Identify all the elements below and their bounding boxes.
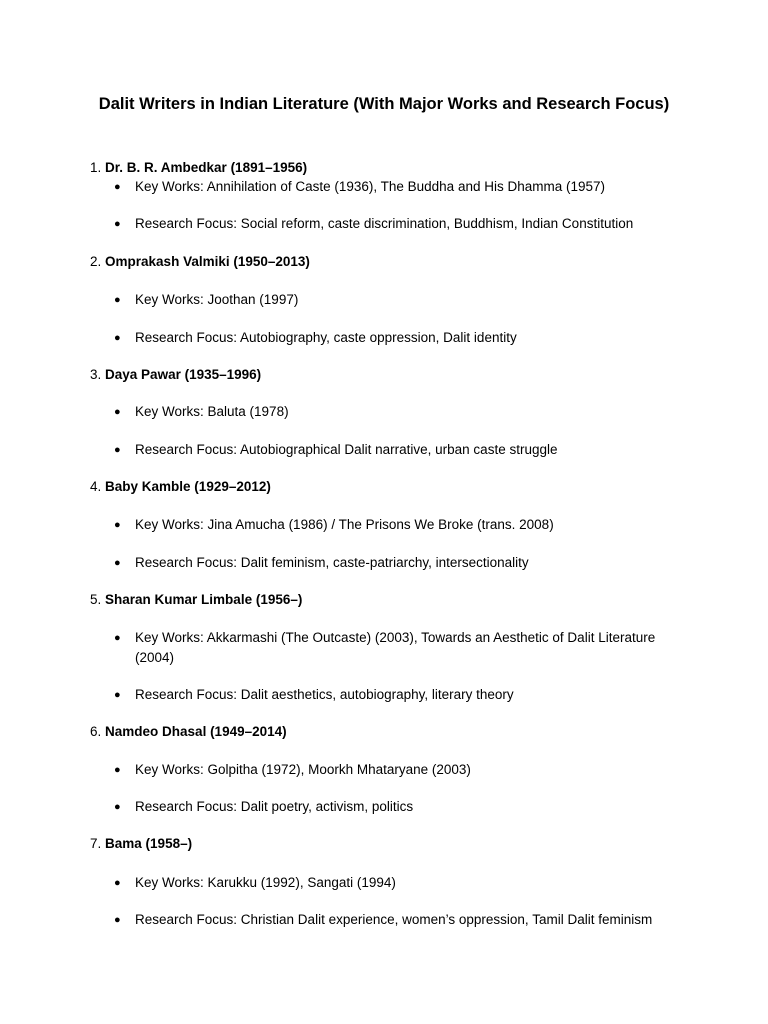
bullet-icon: ●	[114, 632, 121, 644]
writer-heading	[90, 723, 287, 741]
bullet-icon: ●	[114, 689, 121, 701]
bullet-icon: ●	[114, 181, 121, 193]
bullet-icon: ●	[114, 332, 121, 344]
bullet-icon: ●	[114, 294, 121, 306]
writer-heading	[90, 835, 192, 853]
research-focus-text: Research Focus: Social reform, caste discrimination, Buddhism, Indian Constitution	[135, 216, 634, 231]
writer-number: 3.	[90, 367, 102, 382]
bullet-icon: ●	[114, 801, 121, 813]
writer-heading	[90, 366, 261, 384]
writer-number: 4.	[90, 479, 102, 494]
key-works-text: Key Works: Akkarmashi (The Outcaste) (2003), Towards an Aesthetic of Dalit Literature (2004)	[135, 630, 656, 665]
research-focus-text: Research Focus: Autobiography, caste oppression, Dalit identity	[135, 330, 517, 345]
writer-number: 7.	[90, 836, 102, 851]
writer-name: Namdeo Dhasal (1949–2014)	[105, 724, 287, 739]
key-works-text: Key Works: Jina Amucha (1986) / The Prisons We Broke (trans. 2008)	[135, 517, 554, 532]
document-title: Dalit Writers in Indian Literature (With Major Works and Research Focus)	[98, 95, 670, 113]
writer-name: Daya Pawar (1935–1996)	[105, 367, 262, 382]
writer-name: Baby Kamble (1929–2012)	[105, 479, 271, 494]
key-works-item	[114, 628, 674, 668]
research-focus-item	[114, 685, 674, 705]
bullet-icon: ●	[114, 444, 121, 456]
key-works-item	[114, 402, 674, 422]
key-works-text: Key Works: Golpitha (1972), Moorkh Mhataryane (2003)	[135, 762, 471, 777]
research-focus-item	[114, 910, 674, 930]
key-works-text: Key Works: Baluta (1978)	[135, 404, 289, 419]
writer-number: 1.	[90, 160, 102, 175]
research-focus-text: Research Focus: Dalit feminism, caste-patriarchy, intersectionality	[135, 555, 529, 570]
research-focus-text: Research Focus: Dalit poetry, activism, politics	[135, 799, 414, 814]
research-focus-item	[114, 214, 674, 234]
research-focus-item	[114, 328, 674, 348]
research-focus-text: Research Focus: Christian Dalit experience, women’s oppression, Tamil Dalit feminism	[135, 912, 653, 927]
research-focus-text: Research Focus: Autobiographical Dalit narrative, urban caste struggle	[135, 442, 558, 457]
bullet-icon: ●	[114, 218, 121, 230]
bullet-icon: ●	[114, 914, 121, 926]
key-works-item	[114, 873, 674, 893]
writer-number: 5.	[90, 592, 102, 607]
writer-heading	[90, 591, 302, 609]
key-works-item	[114, 515, 674, 535]
research-focus-item	[114, 553, 674, 573]
research-focus-item	[114, 797, 674, 817]
bullet-icon: ●	[114, 877, 121, 889]
bullet-icon: ●	[114, 557, 121, 569]
writer-name: Bama (1958–)	[105, 836, 193, 851]
key-works-item	[114, 290, 674, 310]
key-works-item	[114, 177, 674, 197]
research-focus-text: Research Focus: Dalit aesthetics, autobiography, literary theory	[135, 687, 514, 702]
key-works-text: Key Works: Annihilation of Caste (1936), The Buddha and His Dhamma (1957)	[135, 179, 606, 194]
bullet-icon: ●	[114, 406, 121, 418]
writer-name: Sharan Kumar Limbale (1956–)	[105, 592, 303, 607]
writer-number: 6.	[90, 724, 102, 739]
writer-number: 2.	[90, 254, 102, 269]
writer-heading	[90, 159, 307, 177]
writer-name: Omprakash Valmiki (1950–2013)	[105, 254, 310, 269]
writer-heading	[90, 478, 271, 496]
key-works-item	[114, 760, 674, 780]
bullet-icon: ●	[114, 764, 121, 776]
key-works-text: Key Works: Karukku (1992), Sangati (1994)	[135, 875, 396, 890]
research-focus-item	[114, 440, 674, 460]
bullet-icon: ●	[114, 519, 121, 531]
writer-heading	[90, 253, 310, 271]
key-works-text: Key Works: Joothan (1997)	[135, 292, 299, 307]
writer-name: Dr. B. R. Ambedkar (1891–1956)	[105, 160, 308, 175]
